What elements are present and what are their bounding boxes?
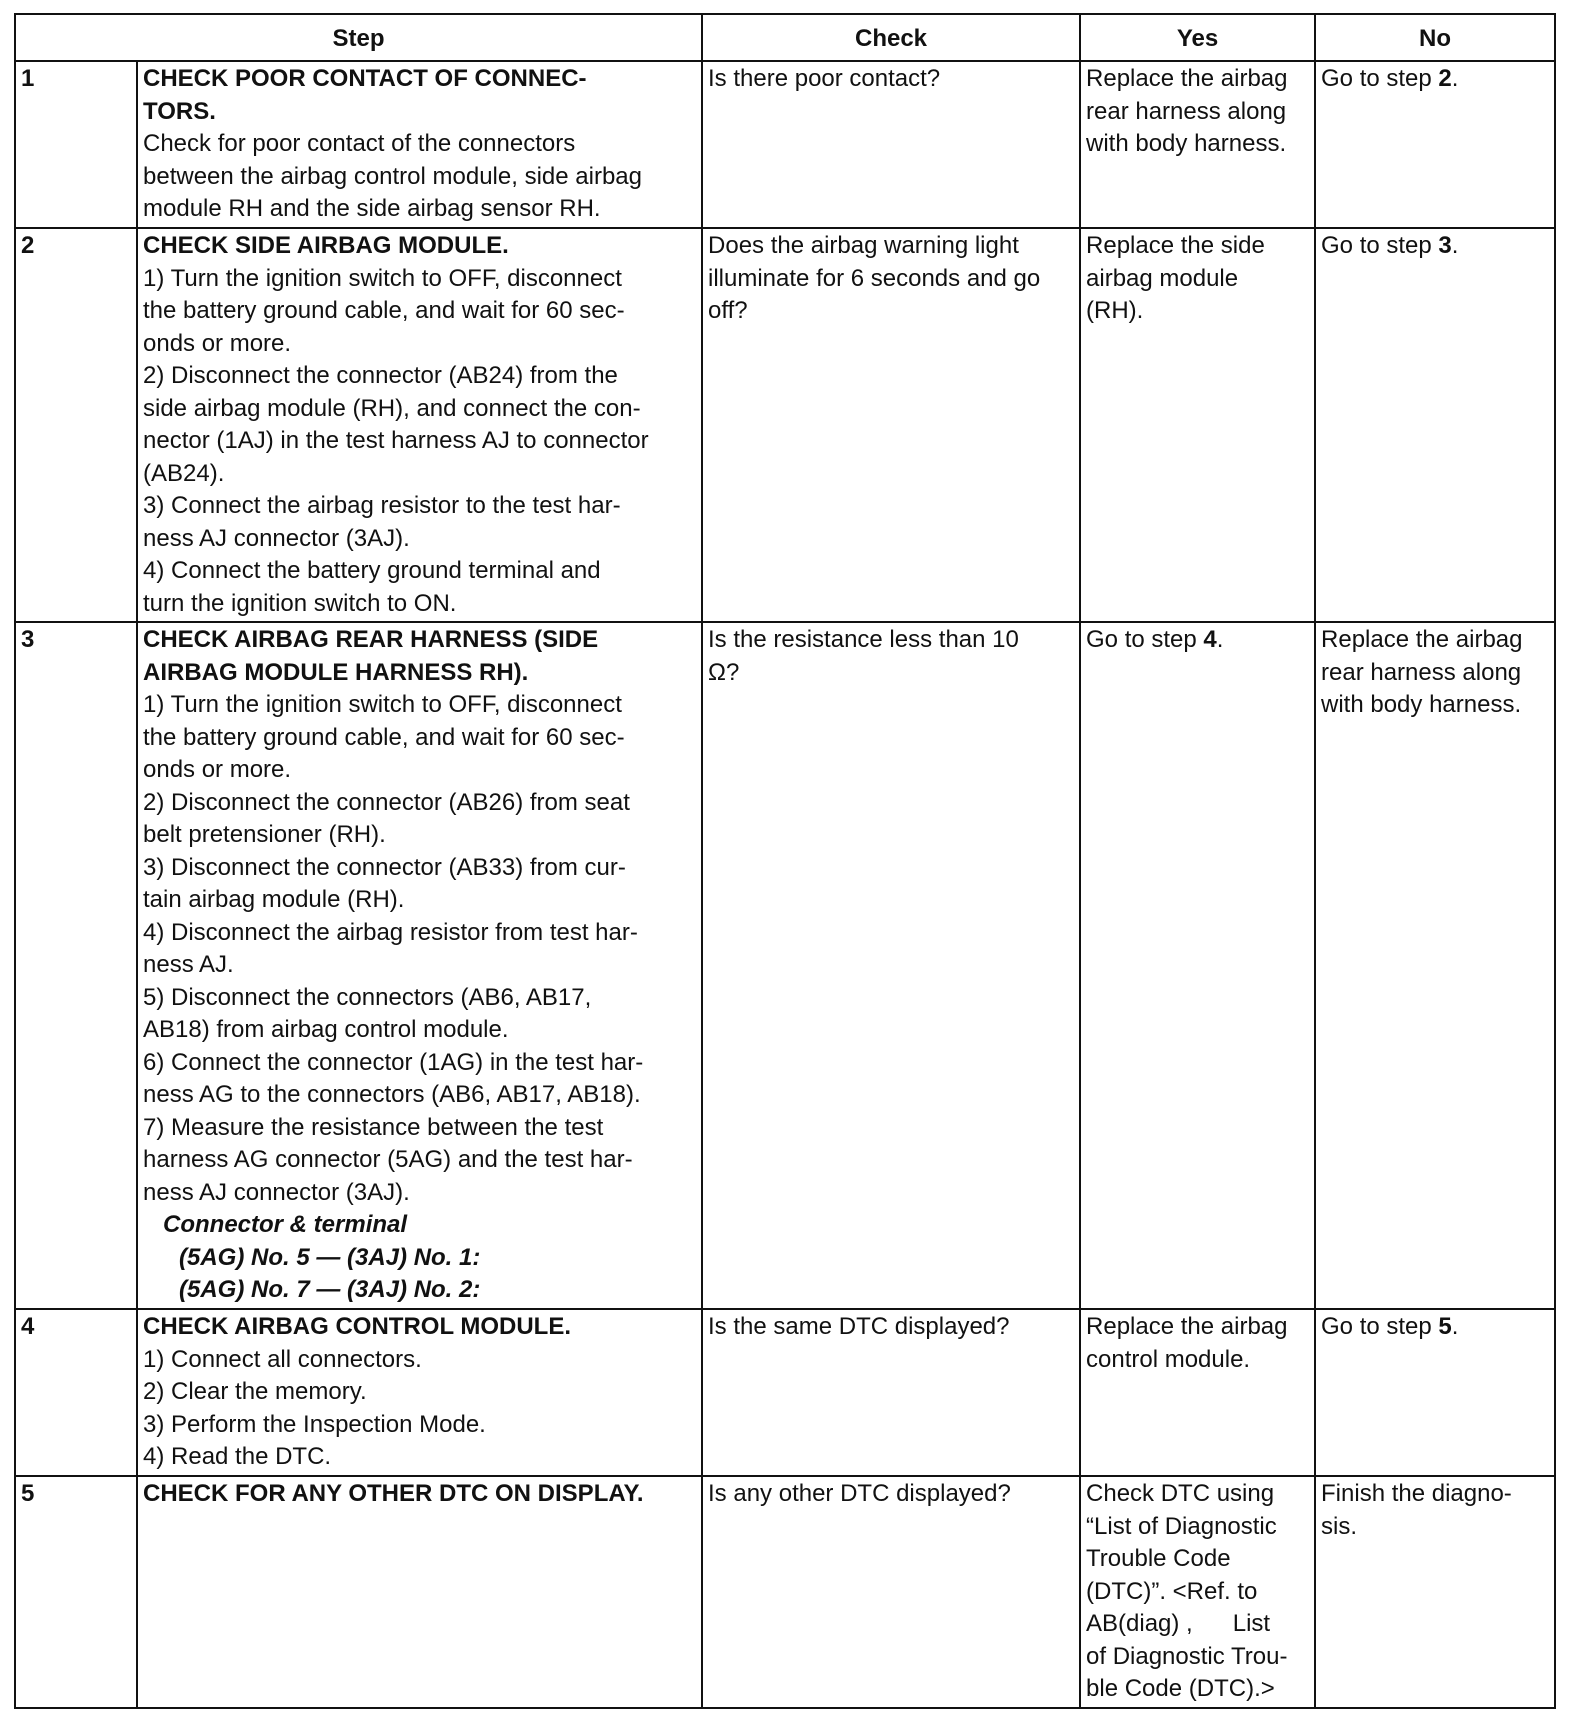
step-description (137, 61, 702, 228)
step-text: nector (1AJ) in the test harness AJ to connector (143, 427, 649, 454)
no-text: Go to step (1321, 1313, 1439, 1340)
yes-text: control module. (1086, 1345, 1251, 1373)
yes-cell (1080, 228, 1315, 622)
diagnostic-table (14, 13, 1556, 1709)
check-cell (702, 1309, 1080, 1476)
step-text: 7) Measure the resistance between the test (143, 1113, 604, 1141)
no-text: Finish the diagno- (1321, 1480, 1512, 1507)
yes-text: airbag module (1086, 264, 1239, 292)
table-header-row (15, 14, 1555, 61)
yes-cell (1080, 622, 1315, 1309)
no-text: with body harness. (1321, 691, 1522, 718)
header-no: No (1315, 14, 1555, 61)
step-text: the battery ground cable, and wait for 60 sec- (143, 723, 625, 751)
step-description (137, 1476, 702, 1708)
step-text: 6) Connect the connector (1AG) in the test har- (143, 1048, 644, 1076)
yes-cell (1080, 1476, 1315, 1708)
step-text: between the airbag control module, side airbag (143, 162, 642, 190)
yes-text-suffix: . (1216, 626, 1224, 653)
step-text: ness AJ. (143, 951, 234, 978)
no-cell (1315, 1309, 1555, 1476)
no-cell (1315, 61, 1555, 228)
no-text: sis. (1321, 1512, 1358, 1540)
check-cell (702, 622, 1080, 1309)
step-text: 5) Disconnect the connectors (AB6, AB17, (143, 983, 592, 1011)
header-check: Check (702, 14, 1080, 61)
step-text: tain airbag module (RH). (143, 886, 405, 913)
header-yes: Yes (1080, 14, 1315, 61)
check-cell (702, 61, 1080, 228)
check-text: Is the resistance less than 10 (708, 626, 1019, 653)
step-number: 3 (15, 622, 137, 1309)
step-text: harness AG connector (5AG) and the test har- (143, 1146, 633, 1173)
spec-line: (5AG) No. 5 — (3AJ) No. 1: (179, 1243, 481, 1271)
yes-text: Replace the airbag (1086, 1313, 1288, 1340)
yes-text: AB(diag) , List (1086, 1610, 1271, 1637)
step-text: side airbag module (RH), and connect the con- (143, 394, 641, 422)
no-cell (1315, 228, 1555, 622)
step-title: AIRBAG MODULE HARNESS RH). (143, 658, 529, 686)
check-text: illuminate for 6 seconds and go (708, 264, 1041, 292)
step-text: 1) Turn the ignition switch to OFF, disconnect (143, 264, 622, 292)
yes-text: Go to step (1086, 626, 1204, 653)
yes-cell (1080, 1309, 1315, 1476)
step-title: TORS. (143, 97, 216, 125)
step-text: 4) Read the DTC. (143, 1443, 332, 1470)
no-text-suffix: . (1451, 232, 1459, 259)
step-text: AB18) from airbag control module. (143, 1016, 509, 1043)
step-text: ness AJ connector (3AJ). (143, 524, 410, 552)
yes-text: Replace the side (1086, 232, 1265, 259)
no-text: Go to step (1321, 65, 1439, 92)
yes-text: (RH). (1086, 297, 1144, 324)
table-row (15, 228, 1555, 622)
no-text-suffix: . (1451, 65, 1459, 92)
table-row (15, 1476, 1555, 1708)
check-text: Is there poor contact? (708, 65, 941, 92)
no-text: rear harness along (1321, 658, 1522, 686)
no-text: Go to step (1321, 232, 1439, 259)
yes-text: with body harness. (1086, 130, 1287, 157)
yes-text: (DTC)”. <Ref. to (1086, 1577, 1258, 1605)
yes-text: ble Code (DTC).> (1086, 1675, 1275, 1702)
step-reference: 4 (1203, 626, 1217, 653)
step-text: Check for poor contact of the connectors (143, 130, 576, 157)
step-text: 2) Clear the memory. (143, 1378, 367, 1405)
step-title: CHECK AIRBAG REAR HARNESS (SIDE (143, 626, 599, 653)
step-description (137, 1309, 702, 1476)
no-cell (1315, 1476, 1555, 1708)
step-title: CHECK FOR ANY OTHER DTC ON DISPLAY. (143, 1480, 644, 1507)
spec-heading: Connector & terminal (163, 1211, 408, 1238)
step-text: 2) Disconnect the connector (AB24) from the (143, 362, 618, 389)
check-text: Ω? (708, 658, 740, 686)
no-cell (1315, 622, 1555, 1309)
yes-text: Trouble Code (1086, 1545, 1231, 1572)
step-text: (AB24). (143, 459, 225, 487)
table-row (15, 622, 1555, 1309)
step-text: 3) Disconnect the connector (AB33) from cur- (143, 853, 626, 881)
step-text: 2) Disconnect the connector (AB26) from seat (143, 788, 630, 816)
step-reference: 5 (1438, 1313, 1452, 1340)
step-number: 1 (15, 61, 137, 228)
step-title: CHECK AIRBAG CONTROL MODULE. (143, 1313, 571, 1340)
step-description (137, 622, 702, 1309)
check-cell (702, 1476, 1080, 1708)
no-text-suffix: . (1451, 1313, 1459, 1340)
check-cell (702, 228, 1080, 622)
step-text: onds or more. (143, 756, 292, 783)
step-text: 1) Turn the ignition switch to OFF, disconnect (143, 691, 622, 718)
check-text: Does the airbag warning light (708, 232, 1019, 259)
step-text: the battery ground cable, and wait for 60 sec- (143, 297, 625, 324)
step-title: CHECK SIDE AIRBAG MODULE. (143, 232, 509, 259)
step-text: module RH and the side airbag sensor RH. (143, 195, 601, 222)
yes-cell (1080, 61, 1315, 228)
step-text: 4) Connect the battery ground terminal and (143, 557, 601, 584)
table-row (15, 1309, 1555, 1476)
step-number: 2 (15, 228, 137, 622)
step-text: 3) Connect the airbag resistor to the test har- (143, 492, 621, 519)
step-text: ness AJ connector (3AJ). (143, 1178, 410, 1206)
spec-line: (5AG) No. 7 — (3AJ) No. 2: (179, 1276, 481, 1303)
step-number: 4 (15, 1309, 137, 1476)
step-reference: 2 (1438, 65, 1452, 92)
step-text: 3) Perform the Inspection Mode. (143, 1410, 486, 1438)
table-row (15, 61, 1555, 228)
step-description (137, 228, 702, 622)
step-text: onds or more. (143, 329, 292, 357)
step-number: 5 (15, 1476, 137, 1708)
yes-text: “List of Diagnostic (1086, 1512, 1277, 1540)
check-text: Is the same DTC displayed? (708, 1313, 1010, 1340)
step-text: 1) Connect all connectors. (143, 1345, 422, 1373)
step-text: ness AG to the connectors (AB6, AB17, AB18). (143, 1081, 641, 1108)
step-text: belt pretensioner (RH). (143, 821, 386, 848)
check-text: off? (708, 297, 748, 324)
step-text: 4) Disconnect the airbag resistor from test har- (143, 918, 638, 946)
check-text: Is any other DTC displayed? (708, 1480, 1011, 1507)
step-title: CHECK POOR CONTACT OF CONNEC- (143, 65, 587, 92)
yes-text: of Diagnostic Trou- (1086, 1642, 1288, 1670)
step-text: turn the ignition switch to ON. (143, 589, 457, 617)
no-text: Replace the airbag (1321, 626, 1523, 653)
yes-text: rear harness along (1086, 97, 1287, 125)
yes-text: Replace the airbag (1086, 65, 1288, 92)
step-reference: 3 (1438, 232, 1452, 259)
yes-text: Check DTC using (1086, 1480, 1275, 1507)
header-step: Step (15, 14, 702, 61)
